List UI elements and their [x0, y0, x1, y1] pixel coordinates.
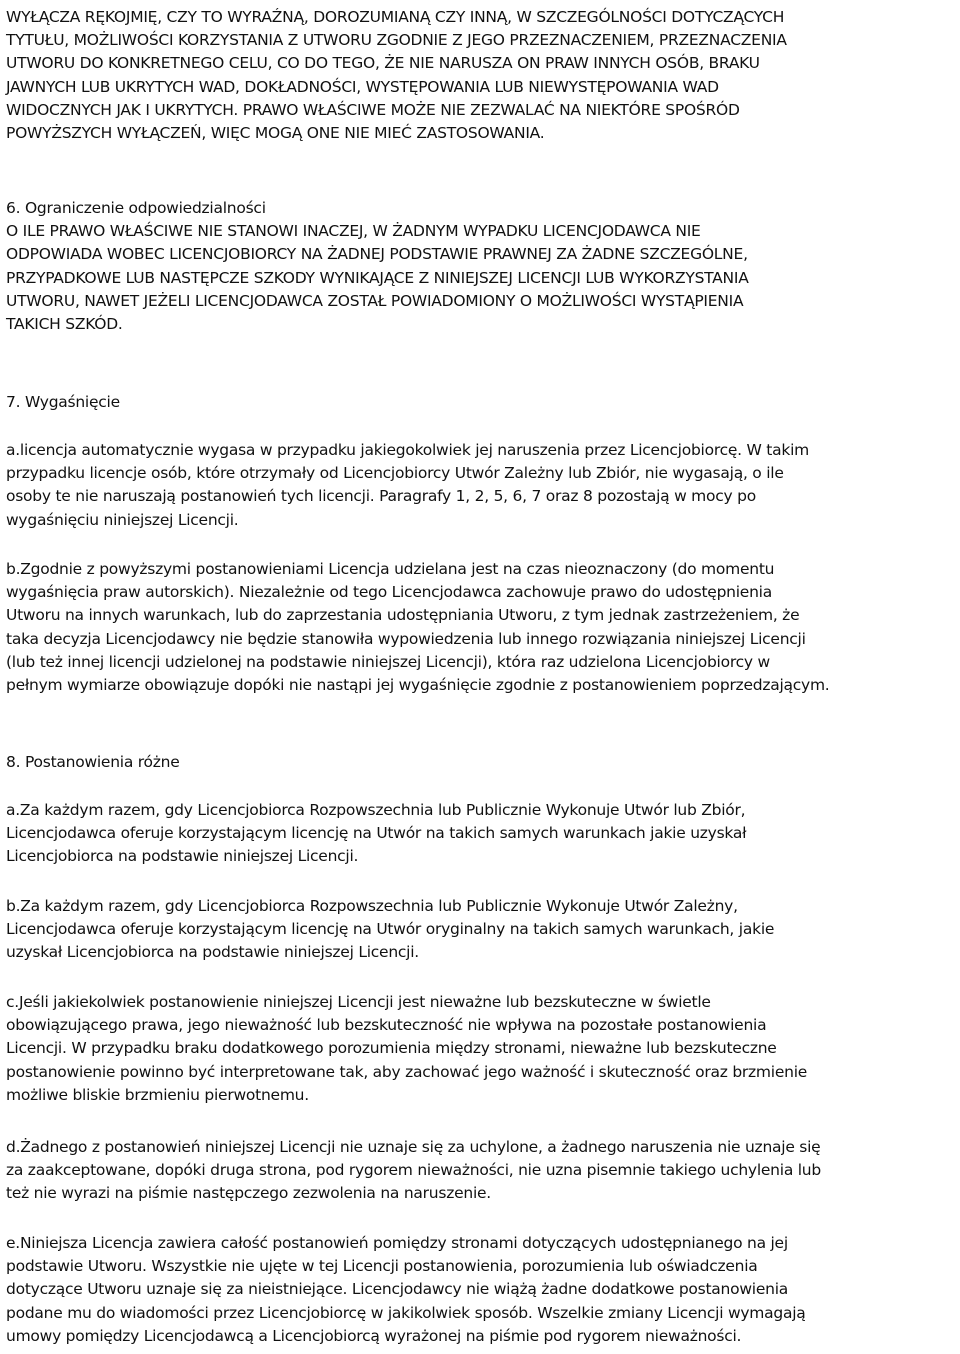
- section-7a-paragraph: [6, 439, 958, 532]
- text-line: ODPOWIADA WOBEC LICENCJOBIORCY NA ŻADNEJ PODSTAWIE PRAWNEJ ZA ŻADNE SZCZEGÓLNE,: [6, 245, 748, 264]
- section-6-liability: [6, 197, 958, 336]
- section-8-heading: [6, 751, 958, 774]
- text-line: Licencjodawca oferuje korzystającym licencję na Utwór na takich samych warunkach jakie uzyskał: [6, 824, 747, 843]
- text-line: TAKICH SZKÓD.: [6, 315, 123, 334]
- text-line: za zaakceptowane, dopóki druga strona, pod rygorem nieważności, nie uzna pisemnie takiego uchylenia lub: [6, 1161, 821, 1180]
- text-line: a.licencja automatycznie wygasa w przypadku jakiegokolwiek jej naruszenia przez Licencjobiorcę. W takim: [6, 441, 809, 459]
- text-line: (lub też innej licencji udzielonej na podstawie niniejszej Licencji), która raz udzielona Licencjobiorcy w: [6, 652, 770, 671]
- text-line: też nie wyrazi na piśmie następczego zezwolenia na naruszenie.: [6, 1184, 491, 1203]
- text-line: pełnym wymiarze obowiązuje dopóki nie nastąpi jej wygaśnięcie zgodnie z postanowieniem poprzedzającym.: [6, 676, 830, 695]
- text-line: postanowienie powinno być interpretowane tak, aby zachować jego ważność i skuteczność oraz brzmienie: [6, 1062, 808, 1081]
- text-line: Licencji. W przypadku braku dodatkowego porozumienia między stronami, nieważne lub bezskuteczne: [6, 1039, 777, 1058]
- section-8d-paragraph: [6, 1136, 958, 1206]
- text-line: wygaśnięcia praw autorskich). Niezależnie od tego Licencjodawca zachowuje prawo do udostępnienia: [6, 583, 772, 602]
- text-line: podane mu do wiadomości przez Licencjobiorcę w jakikolwiek sposób. Wszelkie zmiany Licencji wymagają: [6, 1303, 806, 1322]
- section-7b-paragraph: [6, 558, 958, 697]
- text-line: PRZYPADKOWE LUB NASTĘPCZE SZKODY WYNIKAJĄCE Z NINIEJSZEJ LICENCJI LUB WYKORZYSTANIA: [6, 268, 749, 287]
- text-line: b.Za każdym razem, gdy Licencjobiorca Rozpowszechnia lub Publicznie Wykonuje Utwór Zależny,: [6, 897, 738, 915]
- text-line: możliwe bliskie brzmieniu pierwotnemu.: [6, 1085, 309, 1104]
- section-8e-paragraph: [6, 1232, 958, 1348]
- text-line: obowiązującego prawa, jego nieważność lub bezskuteczność nie wpływa na pozostałe postanowienia: [6, 1016, 767, 1035]
- text-line: TYTUŁU, MOŻLIWOŚCI KORZYSTANIA Z UTWORU ZGODNIE Z JEGO PRZEZNACZENIEM, PRZEZNACZENIA: [6, 31, 787, 50]
- text-line: uzyskał Licencjobiorca na podstawie niniejszej Licencji.: [6, 943, 419, 962]
- text-line: przypadku licencje osób, które otrzymały od Licencjobiorcy Utwór Zależny lub Zbiór, nie wygasają, o ile: [6, 464, 784, 483]
- warranty-disclaimer-paragraph: [6, 6, 958, 145]
- text-line: taka decyzja Licencjodawcy nie będzie stanowiła wypowiedzenia lub innego rozwiązania niniejszej Licencji: [6, 629, 806, 648]
- text-line: Licencjobiorca na podstawie niniejszej Licencji.: [6, 847, 359, 866]
- text-line: c.Jeśli jakiekolwiek postanowienie niniejszej Licencji jest nieważne lub bezskuteczne w świetle: [6, 993, 711, 1011]
- text-line: dotyczące Utworu uznaje się za nieistniejące. Licencjodawcy nie wiążą żadne dodatkowe postanowienia: [6, 1280, 789, 1299]
- text-line: WIDOCZNYCH JAK I UKRYTYCH. PRAWO WŁAŚCIWE MOŻE NIE ZEZWALAĆ NA NIEKTÓRE SPOŚRÓD: [6, 100, 740, 119]
- section-heading: 6. Ograniczenie odpowiedzialności: [6, 199, 266, 217]
- section-8b-paragraph: [6, 895, 958, 965]
- text-line: b.Zgodnie z powyższymi postanowieniami Licencja udzielana jest na czas nieoznaczony (do momentu: [6, 560, 775, 578]
- text-line: UTWORU, NAWET JEŻELI LICENCJODAWCA ZOSTAŁ POWIADOMIONY O MOŻLIWOŚCI WYSTĄPIENIA: [6, 291, 744, 310]
- text-line: POWYŻSZYCH WYŁĄCZEŃ, WIĘC MOGĄ ONE NIE MIEĆ ZASTOSOWANIA.: [6, 124, 545, 143]
- text-line: podstawie Utworu. Wszystkie nie ujęte w tej Licencji postanowienia, porozumienia lub oświadczenia: [6, 1257, 758, 1276]
- text-line: WYŁĄCZA RĘKOJMIĘ, CZY TO WYRAŹNĄ, DOROZUMIANĄ CZY INNĄ, W SZCZEGÓLNOŚCI DOTYCZĄCYCH: [6, 8, 785, 26]
- text-line: JAWNYCH LUB UKRYTYCH WAD, DOKŁADNOŚCI, WYSTĘPOWANIA LUB NIEWYSTĘPOWANIA WAD: [6, 77, 719, 96]
- text-line: d.Żadnego z postanowień niniejszej Licencji nie uznaje się za uchylone, a żadnego naruszenia nie uznaje się: [6, 1138, 821, 1156]
- text-line: e.Niniejsza Licencja zawiera całość postanowień pomiędzy stronami dotyczących udostępnianego na jej: [6, 1234, 788, 1252]
- text-line: a.Za każdym razem, gdy Licencjobiorca Rozpowszechnia lub Publicznie Wykonuje Utwór lub Zbiór,: [6, 801, 746, 819]
- section-8c-paragraph: [6, 991, 958, 1107]
- section-heading: 8. Postanowienia różne: [6, 753, 180, 771]
- text-line: osoby te nie naruszają postanowień tych licencji. Paragrafy 1, 2, 5, 6, 7 oraz 8 pozostają w mocy po: [6, 487, 756, 506]
- text-line: umowy pomiędzy Licencjodawcą a Licencjobiorcą wyrażonej na piśmie pod rygorem nieważności.: [6, 1326, 742, 1345]
- section-8a-paragraph: [6, 799, 958, 869]
- section-7-heading: [6, 391, 958, 414]
- text-line: Utworu na innych warunkach, lub do zaprzestania udostępniania Utworu, z tym jednak zastrzeżeniem, że: [6, 606, 800, 625]
- text-line: O ILE PRAWO WŁAŚCIWE NIE STANOWI INACZEJ, W ŻADNYM WYPADKU LICENCJODAWCA NIE: [6, 222, 701, 241]
- text-line: UTWORU DO KONKRETNEGO CELU, CO DO TEGO, ŻE NIE NARUSZA ON PRAW INNYCH OSÓB, BRAKU: [6, 54, 760, 73]
- text-line: wygaśnięciu niniejszej Licencji.: [6, 510, 239, 529]
- text-line: Licencjodawca oferuje korzystającym licencję na Utwór oryginalny na takich samych warunkach, jakie: [6, 920, 775, 939]
- section-heading: 7. Wygaśnięcie: [6, 393, 120, 411]
